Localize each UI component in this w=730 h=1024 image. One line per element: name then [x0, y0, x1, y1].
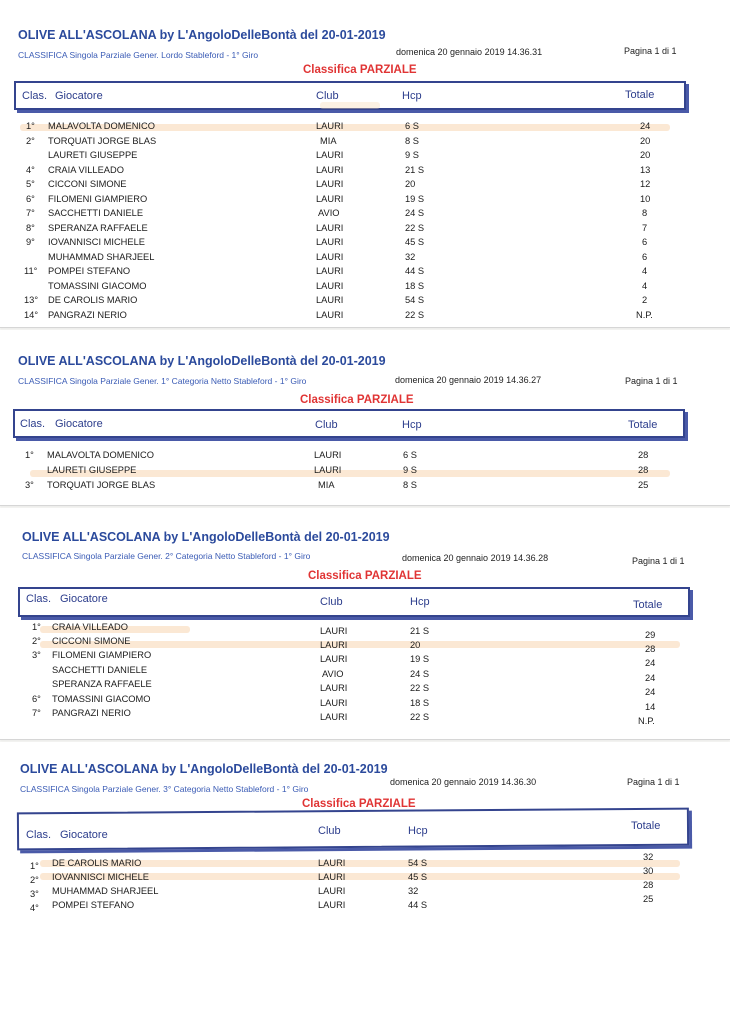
player-cell: SPERANZA RAFFAELE [48, 223, 148, 233]
club-cell: LAURI [316, 150, 344, 160]
club-cell: LAURI [320, 683, 348, 693]
hcp-cell: 9 S [405, 150, 419, 160]
sheet-subtitle: CLASSIFICA Singola Parziale Gener. Lordo Stableford - 1° Giro [18, 50, 259, 60]
hcp-cell: 19 S [405, 194, 425, 204]
column-header-club: Club [320, 596, 343, 608]
table-row [0, 852, 730, 872]
hcp-cell: 8 S [405, 136, 419, 146]
table-row [0, 121, 730, 135]
table-row [0, 281, 730, 295]
rank-cell: 1° [30, 861, 39, 871]
sheet-title: OLIVE ALL'ASCOLANA by L'AngoloDelleBontà del 20-01-2019 [18, 354, 386, 368]
club-cell: LAURI [320, 640, 348, 650]
table-row [0, 480, 730, 494]
club-cell: LAURI [320, 712, 348, 722]
hcp-cell: 20 [405, 179, 416, 189]
club-cell: MIA [320, 136, 337, 146]
player-cell: LAURETI GIUSEPPE [47, 465, 137, 475]
table-row [0, 465, 730, 479]
rank-cell: 2° [30, 875, 39, 885]
player-cell: POMPEI STEFANO [48, 266, 131, 276]
hcp-cell: 54 S [408, 858, 428, 868]
hcp-cell: 24 S [405, 208, 425, 218]
club-cell: AVIO [322, 669, 344, 679]
club-cell: LAURI [316, 179, 344, 189]
total-cell: 24 [645, 673, 656, 683]
page-number: Pagina 1 di 1 [624, 46, 677, 56]
table-row [0, 310, 730, 324]
hcp-cell: 45 S [408, 872, 428, 882]
highlighter-mark [320, 102, 380, 109]
player-cell: CICCONI SIMONE [48, 179, 127, 189]
rank-cell: 7° [32, 708, 41, 718]
table-row [0, 650, 730, 668]
table-row [0, 636, 730, 654]
table-row [0, 208, 730, 222]
hcp-cell: 45 S [405, 237, 425, 247]
total-cell: 10 [640, 194, 651, 204]
player-cell: DE CAROLIS MARIO [48, 295, 138, 305]
column-header-pos: Clas. [22, 90, 48, 102]
total-cell: 13 [640, 165, 651, 175]
rank-cell: 1° [25, 450, 34, 460]
column-header-club: Club [315, 419, 338, 431]
rank-cell: 4° [26, 165, 35, 175]
club-cell: LAURI [320, 626, 348, 636]
rank-cell: 6° [26, 194, 35, 204]
column-header-hcp: Hcp [402, 419, 422, 431]
rank-cell: 11° [24, 266, 38, 276]
column-header-player: Giocatore [60, 593, 108, 605]
club-cell: LAURI [316, 223, 344, 233]
player-cell: IOVANNISCI MICHELE [48, 237, 145, 247]
results-sheet-lordo [0, 0, 730, 328]
hcp-cell: 18 S [405, 281, 425, 291]
table-row [0, 450, 730, 464]
table-row [0, 894, 730, 914]
player-cell: SPERANZA RAFFAELE [52, 679, 152, 689]
player-cell: TORQUATI JORGE BLAS [47, 480, 156, 490]
sheet-title: OLIVE ALL'ASCOLANA by L'AngoloDelleBontà del 20-01-2019 [22, 530, 390, 544]
rank-cell: 13° [24, 295, 39, 305]
player-cell: FILOMENI GIAMPIERO [52, 650, 152, 660]
column-header-box [13, 409, 685, 438]
player-cell: FILOMENI GIAMPIERO [48, 194, 148, 204]
table-row [0, 165, 730, 179]
rank-cell: 2° [26, 136, 35, 146]
club-cell: LAURI [316, 165, 344, 175]
player-cell: PANGRAZI NERIO [48, 310, 127, 320]
results-sheet-cat3 [0, 742, 730, 1024]
player-cell: TORQUATI JORGE BLAS [48, 136, 157, 146]
club-cell: LAURI [316, 295, 344, 305]
hcp-cell: 18 S [410, 698, 430, 708]
table-row [0, 679, 730, 697]
player-cell: DE CAROLIS MARIO [52, 858, 142, 868]
hcp-cell: 8 S [403, 480, 417, 490]
rank-cell: 3° [30, 889, 39, 899]
player-cell: MALAVOLTA DOMENICO [47, 450, 154, 460]
total-cell: N.P. [638, 716, 655, 726]
table-row [0, 194, 730, 208]
player-cell: SACCHETTI DANIELE [48, 208, 144, 218]
total-cell: 6 [642, 252, 648, 262]
hcp-cell: 6 S [405, 121, 419, 131]
sheet-title: OLIVE ALL'ASCOLANA by L'AngoloDelleBontà del 20-01-2019 [20, 762, 388, 776]
rank-cell: 8° [26, 223, 35, 233]
total-cell: 25 [638, 480, 649, 490]
rank-cell: 9° [26, 237, 35, 247]
table-row [0, 866, 730, 886]
hcp-cell: 21 S [410, 626, 430, 636]
column-header-total: Totale [625, 89, 655, 101]
total-cell: N.P. [636, 310, 653, 320]
hcp-cell: 22 S [410, 712, 430, 722]
rank-cell: 1° [32, 622, 41, 632]
club-cell: LAURI [318, 900, 346, 910]
print-datetime: domenica 20 gennaio 2019 14.36.28 [402, 553, 549, 563]
hcp-cell: 22 S [410, 683, 430, 693]
results-sheet-cat2 [0, 508, 730, 740]
player-cell: LAURETI GIUSEPPE [48, 150, 138, 160]
hcp-cell: 54 S [405, 295, 425, 305]
column-header-pos: Clas. [26, 593, 52, 605]
table-row [0, 179, 730, 193]
hcp-cell: 19 S [410, 654, 430, 664]
sheet-subtitle: CLASSIFICA Singola Parziale Gener. 1° Categoria Netto Stableford - 1° Giro [18, 376, 307, 386]
total-cell: 6 [642, 237, 648, 247]
player-cell: POMPEI STEFANO [52, 900, 135, 910]
table-row [0, 665, 730, 683]
column-header-player: Giocatore [55, 418, 103, 430]
column-header-club: Club [318, 825, 341, 837]
total-cell: 8 [642, 208, 648, 218]
rank-cell: 14° [24, 310, 39, 320]
total-cell: 28 [643, 880, 654, 890]
rank-cell: 6° [32, 694, 41, 704]
total-cell: 24 [640, 121, 651, 131]
column-header-pos: Clas. [26, 829, 52, 841]
hcp-cell: 22 S [405, 223, 425, 233]
total-cell: 32 [643, 852, 654, 862]
hcp-cell: 6 S [403, 450, 417, 460]
club-cell: LAURI [316, 281, 344, 291]
club-cell: LAURI [320, 654, 348, 664]
page-number: Pagina 1 di 1 [632, 556, 685, 566]
table-row [0, 295, 730, 309]
table-row [0, 223, 730, 237]
print-datetime: domenica 20 gennaio 2019 14.36.30 [390, 777, 537, 787]
column-header-box [18, 587, 690, 617]
hcp-cell: 21 S [405, 165, 425, 175]
rank-cell: 4° [30, 903, 39, 913]
club-cell: LAURI [318, 858, 346, 868]
sheet-subtitle: CLASSIFICA Singola Parziale Gener. 3° Categoria Netto Stableford - 1° Giro [20, 784, 309, 794]
total-cell: 7 [642, 223, 648, 233]
rank-cell: 2° [32, 636, 41, 646]
total-cell: 28 [645, 644, 656, 654]
total-cell: 20 [640, 136, 651, 146]
club-cell: LAURI [316, 237, 344, 247]
table-row [0, 694, 730, 712]
rank-cell: 3° [25, 480, 34, 490]
hcp-cell: 44 S [408, 900, 428, 910]
rank-cell: 1° [26, 121, 35, 131]
hcp-cell: 22 S [405, 310, 425, 320]
total-cell: 30 [643, 866, 654, 876]
rank-cell: 5° [26, 179, 35, 189]
player-cell: PANGRAZI NERIO [52, 708, 131, 718]
total-cell: 29 [645, 630, 656, 640]
club-cell: LAURI [316, 266, 344, 276]
player-cell: MALAVOLTA DOMENICO [48, 121, 155, 131]
column-header-box [17, 808, 689, 851]
classifica-heading: Classifica PARZIALE [308, 570, 422, 582]
player-cell: TOMASSINI GIACOMO [48, 281, 147, 291]
total-cell: 4 [642, 281, 648, 291]
table-row [0, 252, 730, 266]
column-header-club: Club [316, 90, 339, 102]
club-cell: LAURI [318, 886, 346, 896]
page-number: Pagina 1 di 1 [627, 777, 680, 787]
total-cell: 24 [645, 687, 656, 697]
club-cell: LAURI [316, 310, 344, 320]
rank-cell: 3° [32, 650, 41, 660]
player-cell: MUHAMMAD SHARJEEL [52, 886, 159, 896]
player-cell: TOMASSINI GIACOMO [52, 694, 151, 704]
player-cell: CRAIA VILLEADO [48, 165, 124, 175]
classifica-heading: Classifica PARZIALE [303, 64, 417, 76]
table-row [0, 237, 730, 251]
classifica-heading: Classifica PARZIALE [302, 798, 416, 810]
results-sheet-cat1 [0, 330, 730, 506]
table-row [0, 708, 730, 726]
hcp-cell: 24 S [410, 669, 430, 679]
column-header-hcp: Hcp [402, 90, 422, 102]
club-cell: LAURI [316, 194, 344, 204]
sheet-title: OLIVE ALL'ASCOLANA by L'AngoloDelleBontà del 20-01-2019 [18, 28, 386, 42]
total-cell: 2 [642, 295, 648, 305]
rank-cell: 7° [26, 208, 35, 218]
club-cell: LAURI [318, 872, 346, 882]
column-header-player: Giocatore [60, 829, 108, 841]
player-cell: CRAIA VILLEADO [52, 622, 128, 632]
column-header-total: Totale [628, 419, 658, 431]
total-cell: 20 [640, 150, 651, 160]
hcp-cell: 32 [408, 886, 419, 896]
hcp-cell: 44 S [405, 266, 425, 276]
hcp-cell: 9 S [403, 465, 417, 475]
column-header-pos: Clas. [20, 418, 46, 430]
club-cell: MIA [318, 480, 335, 490]
table-row [0, 266, 730, 280]
club-cell: LAURI [320, 698, 348, 708]
table-row [0, 622, 730, 640]
club-cell: AVIO [318, 208, 340, 218]
column-header-player: Giocatore [55, 90, 103, 102]
column-header-total: Totale [631, 820, 661, 832]
hcp-cell: 32 [405, 252, 416, 262]
page-number: Pagina 1 di 1 [625, 376, 678, 386]
player-cell: SACCHETTI DANIELE [52, 665, 148, 675]
player-cell: IOVANNISCI MICHELE [52, 872, 149, 882]
club-cell: LAURI [316, 121, 344, 131]
total-cell: 12 [640, 179, 651, 189]
total-cell: 28 [638, 450, 649, 460]
total-cell: 4 [642, 266, 648, 276]
total-cell: 14 [645, 702, 656, 712]
column-header-total: Totale [633, 599, 663, 611]
table-row [0, 136, 730, 150]
club-cell: LAURI [314, 450, 342, 460]
player-cell: CICCONI SIMONE [52, 636, 131, 646]
hcp-cell: 20 [410, 640, 421, 650]
column-header-hcp: Hcp [410, 596, 430, 608]
total-cell: 24 [645, 658, 656, 668]
table-row [0, 150, 730, 164]
total-cell: 28 [638, 465, 649, 475]
club-cell: LAURI [316, 252, 344, 262]
column-header-hcp: Hcp [408, 825, 428, 837]
table-row [0, 880, 730, 900]
sheet-subtitle: CLASSIFICA Singola Parziale Gener. 2° Categoria Netto Stableford - 1° Giro [22, 551, 311, 561]
print-datetime: domenica 20 gennaio 2019 14.36.31 [396, 47, 543, 57]
player-cell: MUHAMMAD SHARJEEL [48, 252, 155, 262]
total-cell: 25 [643, 894, 654, 904]
print-datetime: domenica 20 gennaio 2019 14.36.27 [395, 375, 542, 385]
classifica-heading: Classifica PARZIALE [300, 394, 414, 406]
club-cell: LAURI [314, 465, 342, 475]
